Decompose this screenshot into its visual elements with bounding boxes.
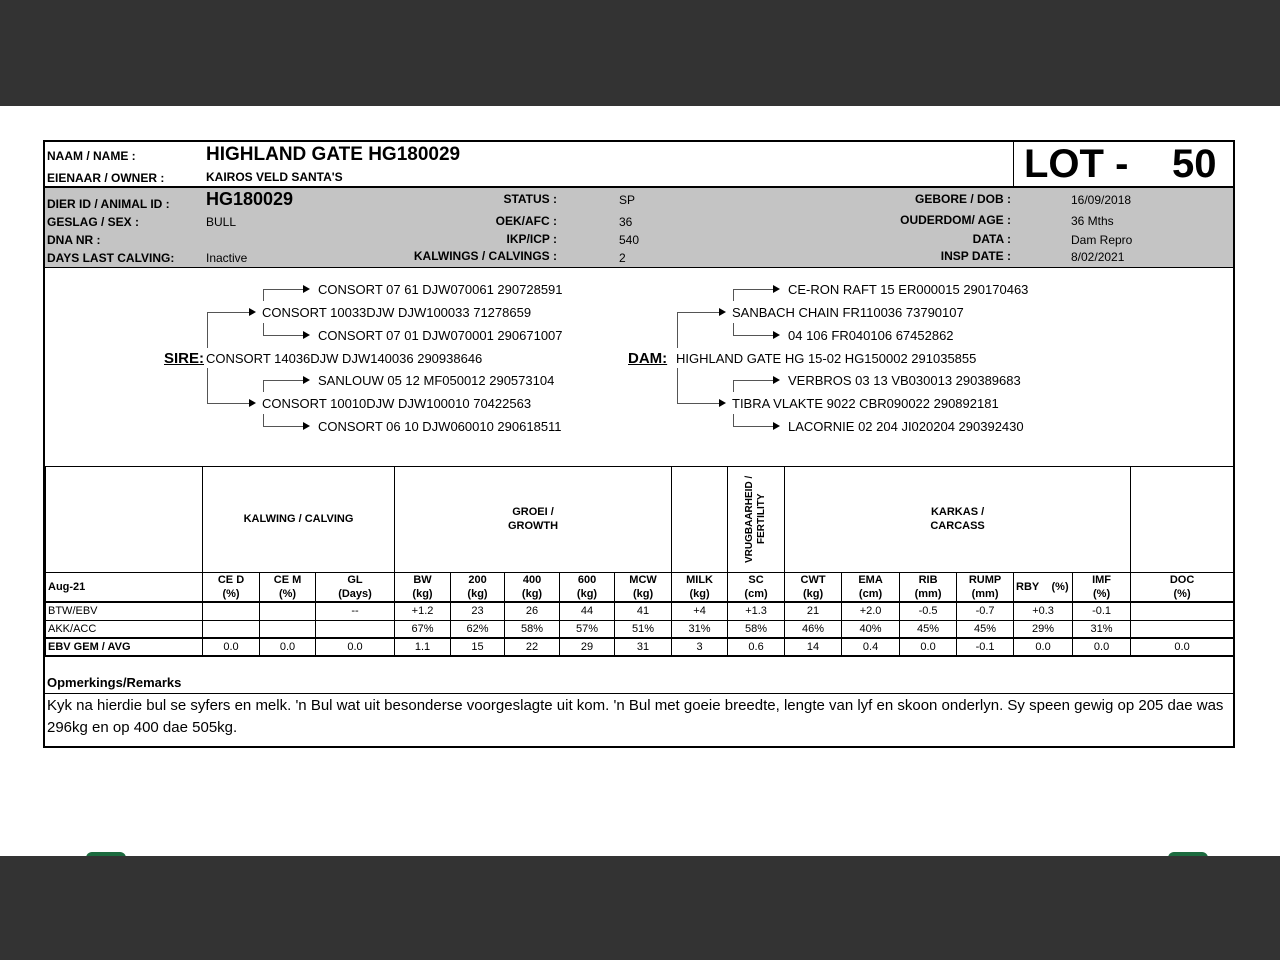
sire-sire-dam: CONSORT 07 01 DJW070001 290671007 — [318, 328, 563, 343]
animal-name: HIGHLAND GATE HG180029 — [206, 144, 461, 165]
col-header: SC (cm) — [728, 572, 785, 602]
data-label: DATA : — [972, 232, 1011, 246]
dob-label: GEBORE / DOB : — [914, 192, 1011, 206]
age-value: 36 Mths — [1071, 214, 1114, 228]
lot-box — [1013, 142, 1233, 186]
col-header: BW (kg) — [395, 572, 451, 602]
column-header-row — [46, 572, 1234, 602]
afc-value: 36 — [619, 215, 633, 229]
sire-sire: CONSORT 10033DJW DJW100033 71278659 — [262, 305, 532, 320]
col-header: MILK (kg) — [672, 572, 728, 602]
dam-dam: TIBRA VLAKTE 9022 CBR090022 290892181 — [732, 396, 999, 411]
col-header: CWT (kg) — [785, 572, 842, 602]
col-header: IMF (%) — [1073, 572, 1131, 602]
name-header — [45, 142, 1233, 188]
lot-card — [43, 140, 1235, 748]
arrow-icon — [303, 376, 310, 384]
insp-date-value: 8/02/2021 — [1071, 250, 1125, 264]
remarks-divider — [45, 693, 1233, 694]
col-header: EMA (cm) — [842, 572, 900, 602]
arrow-icon — [773, 376, 780, 384]
sire-sire-sire: CONSORT 07 61 DJW070061 290728591 — [318, 282, 563, 297]
icp-value: 540 — [619, 233, 640, 247]
icp-label: IKP/ICP : — [506, 232, 557, 246]
status-value: SP — [619, 193, 636, 207]
table-row: BTW/EBV -- +1.2 23 26 44 41 +4 +1.3 21 +2.0 -0.5 -0.7 +0.3 -0.1 — [46, 602, 1234, 620]
col-header: RIB (mm) — [900, 572, 957, 602]
owner-name: KAIROS VELD SANTA'S — [206, 170, 343, 184]
group-fertility — [728, 467, 785, 572]
animal-id-value: HG180029 — [206, 189, 294, 209]
sex-value: BULL — [206, 215, 237, 229]
viewer-bottom-bar — [0, 856, 1280, 960]
col-header: 400 (kg) — [505, 572, 560, 602]
sire-dam: CONSORT 10010DJW DJW100010 70422563 — [262, 396, 532, 411]
col-header: RUMP (mm) — [957, 572, 1014, 602]
sire-label: SIRE: — [164, 350, 205, 367]
group-calving: KALWING / CALVING — [203, 467, 395, 572]
blank-group-cell — [46, 467, 203, 572]
group-header-row — [46, 467, 1234, 572]
arrow-icon — [773, 331, 780, 339]
viewer-top-bar — [0, 0, 1280, 106]
table-row: EBV GEM / AVG 0.0 0.0 0.0 1.1 15 22 29 31 3 0.6 14 0.4 0.0 -0.1 0.0 0.0 0.0 — [46, 638, 1234, 656]
col-header: CE D (%) — [203, 572, 260, 602]
group-carcass: KARKAS / CARCASS — [785, 467, 1131, 572]
dam-name: HIGHLAND GATE HG 15-02 HG150002 291035855 — [676, 351, 977, 366]
period-label: Aug-21 — [46, 572, 203, 602]
arrow-icon — [719, 308, 726, 316]
col-header: GL (Days) — [316, 572, 395, 602]
days-last-calving-label: DAYS LAST CALVING: — [47, 251, 175, 265]
sire-dam-dam: CONSORT 06 10 DJW060010 290618511 — [318, 419, 562, 434]
status-label: STATUS : — [503, 192, 557, 206]
col-header: DOC (%) — [1131, 572, 1234, 602]
group-growth: GROEI / GROWTH — [395, 467, 672, 572]
arrow-icon — [773, 422, 780, 430]
arrow-icon — [303, 331, 310, 339]
calvings-value: 2 — [619, 251, 626, 265]
animal-info — [45, 188, 1233, 268]
animal-id-label: DIER ID / ANIMAL ID : — [47, 197, 170, 211]
dam-dam-sire: VERBROS 03 13 VB030013 290389683 — [788, 373, 1021, 388]
dam-sire-sire: CE-RON RAFT 15 ER000015 290170463 — [788, 282, 1029, 297]
remarks-label: Opmerkings/Remarks — [47, 675, 182, 690]
group-doc-blank — [1131, 467, 1234, 572]
col-header: 600 (kg) — [560, 572, 615, 602]
dam-sire: SANBACH CHAIN FR110036 73790107 — [732, 305, 964, 320]
col-header: 200 (kg) — [451, 572, 505, 602]
fertility-label: VRUGBAARHEID / FERTILITY — [744, 475, 768, 563]
pedigree — [45, 269, 1233, 467]
sire-name: CONSORT 14036DJW DJW140036 290938646 — [206, 351, 483, 366]
data-value: Dam Repro — [1071, 233, 1133, 247]
lot-label: LOT - — [1024, 142, 1129, 186]
name-label: NAAM / NAME : — [47, 149, 136, 163]
table-row: AKK/ACC 67% 62% 58% 57% 51% 31% 58% 46% 40% 45% 45% 29% 31% — [46, 620, 1234, 638]
dob-value: 16/09/2018 — [1071, 193, 1132, 207]
sex-label: GESLAG / SEX : — [47, 215, 140, 229]
calvings-label: KALWINGS / CALVINGS : — [413, 249, 557, 263]
group-milk-blank — [672, 467, 728, 572]
age-label: OUDERDOM/ AGE : — [900, 213, 1011, 227]
remarks-text: Kyk na hierdie bul se syfers en melk. 'n Bul wat uit besonderse voorgeslagte uit kom. 'n Bul met goeie breedte, lengte van lyf en skoon onderlyn. Sy speen gewig op 205 dae was 296kg en op 400 dae 505kg. — [47, 697, 1224, 736]
insp-date-label: INSP DATE : — [940, 249, 1011, 263]
ebv-table — [45, 467, 1234, 657]
col-header: CE M (%) — [260, 572, 316, 602]
arrow-icon — [773, 285, 780, 293]
lot-number: 50 — [1172, 142, 1217, 186]
days-last-calving-value: Inactive — [206, 251, 248, 265]
arrow-icon — [249, 308, 256, 316]
dna-label: DNA NR : — [47, 233, 101, 247]
arrow-icon — [303, 422, 310, 430]
dam-sire-dam: 04 106 FR040106 67452862 — [788, 328, 954, 343]
col-header: RBY (%) — [1014, 572, 1073, 602]
arrow-icon — [249, 399, 256, 407]
dam-dam-dam: LACORNIE 02 204 JI020204 290392430 — [788, 419, 1024, 434]
arrow-icon — [719, 399, 726, 407]
afc-label: OEK/AFC : — [495, 214, 557, 228]
col-header: MCW (kg) — [615, 572, 672, 602]
sire-dam-sire: SANLOUW 05 12 MF050012 290573104 — [318, 373, 555, 388]
dam-label: DAM: — [628, 350, 668, 367]
owner-label: EIENAAR / OWNER : — [47, 171, 165, 185]
arrow-icon — [303, 285, 310, 293]
